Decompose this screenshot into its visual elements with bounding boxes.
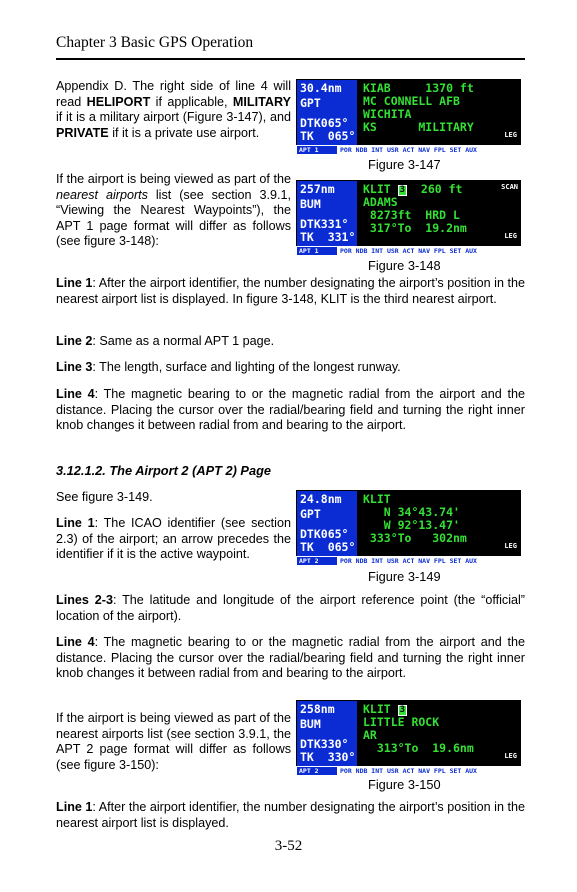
- leg-indicator: LEG: [504, 131, 517, 139]
- paragraph-nearest-apt1: If the airport is being viewed as part of the nearest airports list (see section 3.9.1, “Viewing the Nearest Waypoints”), the APT 1 page format will differ as follows (see figure 3-148):: [56, 172, 291, 249]
- dtk: DTK330°: [300, 737, 349, 751]
- dtk: DTK065°: [300, 116, 349, 130]
- waypoint: GPT: [300, 507, 321, 521]
- page-bar: [296, 246, 521, 256]
- tk: TK 330°: [300, 750, 356, 764]
- paragraph-line3: Line 3: The length, surface and lighting of the longest runway.: [56, 360, 401, 374]
- left-panel: [297, 80, 357, 145]
- line4: 313°To 19.6nm: [363, 741, 474, 755]
- tk: TK 065°: [300, 129, 356, 143]
- nearest-rank-badge: 3: [399, 705, 406, 715]
- page-tag: APT 1: [297, 146, 337, 154]
- paragraph-line1-nearest-apt2: Line 1: After the airport identifier, the number designating the airport’s position in the nearest airport list is displayed.: [56, 800, 525, 830]
- right-panel: [359, 491, 520, 556]
- distance: 24.8nm: [300, 492, 342, 506]
- chapter-header: Chapter 3 Basic GPS Operation: [56, 34, 254, 51]
- caption-fig-3-150: Figure 3-150: [368, 777, 441, 792]
- waypoint: GPT: [300, 96, 321, 110]
- caption-fig-3-149: Figure 3-149: [368, 569, 441, 584]
- waypoint: BUM: [300, 717, 321, 731]
- right-panel: [359, 181, 520, 246]
- scan-indicator: SCAN: [501, 183, 518, 191]
- gps-screen-fig-3-149: [296, 490, 521, 566]
- left-panel: [297, 701, 357, 766]
- leg-indicator: LEG: [504, 752, 517, 760]
- gps-screen-fig-3-148: [296, 180, 521, 256]
- line2: LITTLE ROCK: [363, 715, 440, 729]
- line4: 317°To 19.2nm: [363, 221, 467, 235]
- distance: 258nm: [300, 702, 335, 716]
- caption-fig-3-147: Figure 3-147: [368, 157, 441, 172]
- leg-indicator: LEG: [504, 232, 517, 240]
- page-menu: POR NDB INT USR ACT NAV FPL SET AUX: [340, 146, 477, 154]
- page-bar: [296, 766, 521, 776]
- line4: 333°To 302nm: [363, 531, 467, 545]
- nearest-rank-badge: 3: [399, 185, 406, 195]
- waypoint: BUM: [300, 197, 321, 211]
- header-rule: [56, 58, 525, 60]
- leg-indicator: LEG: [504, 542, 517, 550]
- page-bar: [296, 556, 521, 566]
- page-number: 3-52: [274, 838, 303, 854]
- page-menu: POR NDB INT USR ACT NAV FPL SET AUX: [340, 557, 477, 565]
- paragraph-line2: Line 2: Same as a normal APT 1 page.: [56, 334, 275, 348]
- page-tag: APT 1: [297, 247, 337, 255]
- tk: TK 065°: [300, 540, 356, 554]
- line2: N 34°43.74': [363, 505, 460, 519]
- line4: KS MILITARY: [363, 120, 474, 134]
- page-menu: POR NDB INT USR ACT NAV FPL SET AUX: [340, 767, 477, 775]
- line1: KIAB 1370 ft: [363, 81, 474, 95]
- section-title: 3.12.1.2. The Airport 2 (APT 2) Page: [56, 463, 272, 478]
- line1: KLIT 3: [363, 702, 406, 716]
- line3: W 92°13.47': [363, 518, 460, 532]
- gps-screen-fig-3-147: [296, 79, 521, 155]
- distance: 257nm: [300, 182, 335, 196]
- tk: TK 331°: [300, 230, 356, 244]
- line3: WICHITA: [363, 107, 412, 121]
- paragraph-lines-2-3: Lines 2-3: The latitude and longitude of the airport reference point (the “official” location of the airport).: [56, 593, 526, 623]
- distance: 30.4nm: [300, 81, 342, 95]
- caption-fig-3-148: Figure 3-148: [368, 258, 441, 273]
- dtk: DTK065°: [300, 527, 349, 541]
- right-panel: [359, 701, 520, 766]
- paragraph-line1-apt1: Line 1: After the airport identifier, the number designating the airport’s position in the nearest airport list is displayed. In figure 3-148, KLIT is the third nearest airport.: [56, 276, 525, 306]
- left-panel: [297, 181, 357, 246]
- dtk: DTK331°: [300, 217, 349, 231]
- page-tag: APT 2: [297, 557, 337, 565]
- right-panel: [359, 80, 520, 145]
- left-panel: [297, 491, 357, 556]
- paragraph-nearest-apt2: If the airport is being viewed as part of the nearest airports list (see section 3.9.1, the APT 2 page format will differ as follows (see figure 3-150):: [56, 711, 291, 772]
- line3: 8273ft HRD L: [363, 208, 460, 222]
- page-menu: POR NDB INT USR ACT NAV FPL SET AUX: [340, 247, 477, 255]
- page-tag: APT 2: [297, 767, 337, 775]
- line2: MC CONNELL AFB: [363, 94, 460, 108]
- line2: ADAMS: [363, 195, 398, 209]
- line3: AR: [363, 728, 377, 742]
- gps-screen-fig-3-150: [296, 700, 521, 776]
- line1: KLIT 3 260 ft: [363, 182, 463, 196]
- page-bar: [296, 145, 521, 155]
- paragraph-line1-apt2: Line 1: The ICAO identifier (see section 2.3) of the airport; an arrow precedes the identifier if it is the active waypoint.: [56, 516, 291, 562]
- paragraph-see-fig: See figure 3-149.: [56, 490, 153, 504]
- paragraph-line4-apt2: Line 4: The magnetic bearing to or the magnetic radial from the airport and the distance. Placing the cursor over the radial/bearing field and turning the right inner knob changes it between radial from and bearing to the airport.: [56, 635, 525, 681]
- line1: KLIT: [363, 492, 391, 506]
- paragraph-appendix-d: Appendix D. The right side of line 4 will read HELIPORT if applicable, MILITARY if it is a military airport (Figure 3-147), and PRIVATE if it is a private use airport.: [56, 79, 291, 140]
- paragraph-line4-apt1: Line 4: The magnetic bearing to or the magnetic radial from the airport and the distance. Placing the cursor over the radial/bearing field and turning the right inner knob changes it between radial from and bearing to the airport.: [56, 387, 525, 433]
